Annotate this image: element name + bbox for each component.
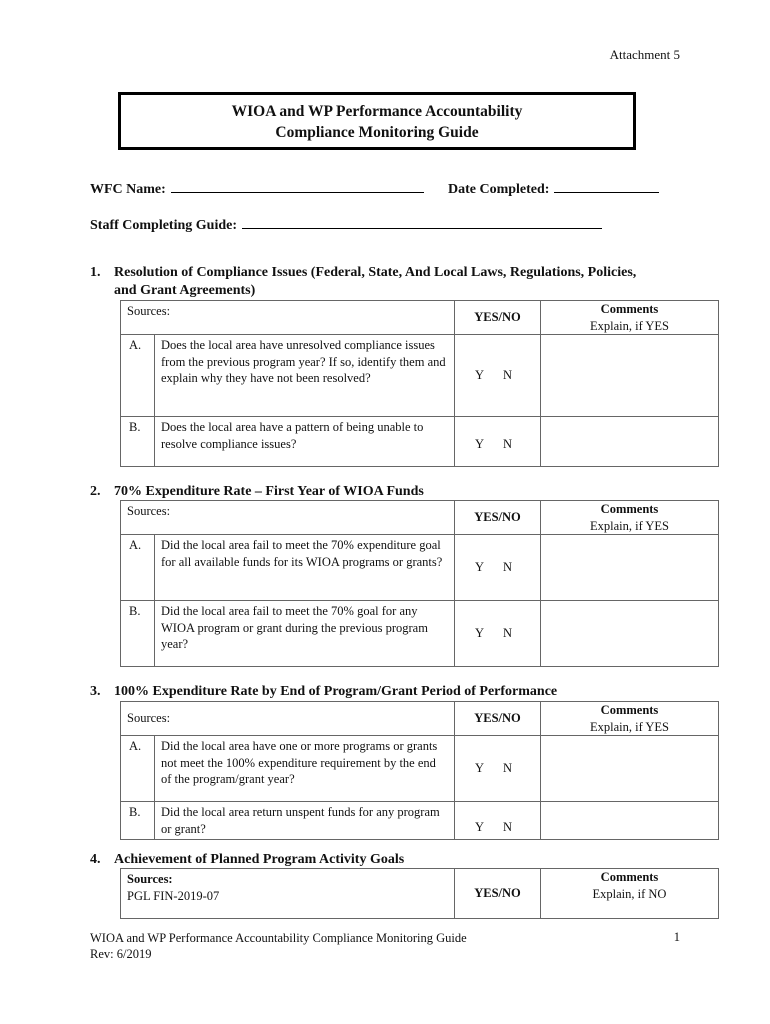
yes-option[interactable]: Y bbox=[475, 626, 485, 641]
comments-title: Comments bbox=[600, 703, 659, 717]
section-1-table bbox=[120, 300, 719, 467]
question-letter: A. bbox=[121, 736, 155, 802]
sources-cell bbox=[121, 869, 455, 919]
comments-title: Comments bbox=[600, 502, 659, 516]
yes-no-header: YES/NO bbox=[455, 869, 541, 919]
sources-label: Sources: bbox=[121, 501, 455, 535]
yes-option[interactable]: Y bbox=[475, 560, 485, 575]
section-1-title-line2: and Grant Agreements) bbox=[114, 283, 256, 298]
attachment-label: Attachment 5 bbox=[609, 47, 680, 62]
yes-no-choice[interactable] bbox=[455, 417, 541, 467]
section-4-title bbox=[90, 851, 404, 869]
comments-header bbox=[541, 702, 719, 736]
section-4-title-line1: Achievement of Planned Program Activity Goals bbox=[114, 852, 405, 867]
section-1-title-line1: Resolution of Compliance Issues (Federal, State, And Local Laws, Regulations, Policies, bbox=[114, 265, 637, 280]
date-completed-line[interactable] bbox=[554, 178, 659, 193]
comment-cell[interactable] bbox=[541, 417, 719, 467]
comments-header bbox=[541, 301, 719, 335]
table-header-row bbox=[121, 869, 719, 919]
section-2-number: 2. bbox=[90, 484, 101, 499]
table-row bbox=[121, 601, 719, 667]
section-4-table bbox=[120, 868, 719, 919]
comments-title: Comments bbox=[600, 302, 659, 316]
comments-header bbox=[541, 501, 719, 535]
document-title-line1: WIOA and WP Performance Accountability bbox=[231, 103, 523, 120]
question-text: Did the local area fail to meet the 70% expenditure goal for all available funds for its WIOA programs or grants? bbox=[155, 535, 455, 601]
sources-label: Sources: bbox=[121, 301, 455, 335]
section-2-table bbox=[120, 500, 719, 667]
section-1-number: 1. bbox=[90, 265, 101, 280]
comments-header bbox=[541, 869, 719, 919]
yes-no-choice[interactable] bbox=[455, 601, 541, 667]
page-number: 1 bbox=[673, 930, 680, 944]
document-title-box bbox=[118, 92, 636, 150]
comment-cell[interactable] bbox=[541, 535, 719, 601]
yes-no-choice[interactable] bbox=[455, 335, 541, 417]
sources-label: Sources: bbox=[127, 872, 173, 886]
table-header-row bbox=[121, 301, 719, 335]
question-text: Did the local area fail to meet the 70% goal for any WIOA program or grant during the previous program year? bbox=[155, 601, 455, 667]
table-row bbox=[121, 736, 719, 802]
question-text: Does the local area have a pattern of being unable to resolve compliance issues? bbox=[155, 417, 455, 467]
section-3-number: 3. bbox=[90, 684, 101, 699]
comment-cell[interactable] bbox=[541, 802, 719, 840]
wfc-name-line[interactable] bbox=[171, 178, 424, 193]
question-text: Did the local area have one or more programs or grants not meet the 100% expenditure requirement by the end of the program/grant year? bbox=[155, 736, 455, 802]
footer-title: WIOA and WP Performance Accountability Compliance Monitoring Guide bbox=[90, 931, 467, 945]
footer bbox=[90, 930, 467, 962]
section-2-title-line1: 70% Expenditure Rate – First Year of WIOA Funds bbox=[114, 484, 424, 499]
staff-line[interactable] bbox=[242, 214, 602, 229]
no-option[interactable]: N bbox=[503, 626, 513, 641]
table-row bbox=[121, 535, 719, 601]
question-text: Did the local area return unspent funds for any program or grant? bbox=[155, 802, 455, 840]
yes-no-header: YES/NO bbox=[455, 301, 541, 335]
sources-reference: PGL FIN-2019-07 bbox=[127, 888, 220, 903]
question-letter: A. bbox=[121, 335, 155, 417]
no-option[interactable]: N bbox=[503, 436, 513, 451]
comments-title: Comments bbox=[600, 870, 659, 884]
question-letter: B. bbox=[121, 601, 155, 667]
footer-revision: Rev: 6/2019 bbox=[90, 947, 152, 961]
yes-option[interactable]: Y bbox=[475, 368, 485, 383]
yes-no-choice[interactable] bbox=[455, 535, 541, 601]
comments-explain: Explain, if NO bbox=[592, 886, 667, 901]
document-title-line2: Compliance Monitoring Guide bbox=[275, 124, 479, 141]
comment-cell[interactable] bbox=[541, 335, 719, 417]
question-text: Does the local area have unresolved compliance issues from the previous program year? If so, identify them and explain why they have not been resolved? bbox=[155, 335, 455, 417]
no-option[interactable]: N bbox=[503, 761, 513, 776]
comments-explain: Explain, if YES bbox=[589, 518, 670, 533]
yes-no-choice[interactable] bbox=[455, 736, 541, 802]
yes-option[interactable]: Y bbox=[475, 819, 485, 834]
yes-no-header: YES/NO bbox=[455, 702, 541, 736]
yes-no-header: YES/NO bbox=[455, 501, 541, 535]
section-3-title bbox=[90, 683, 557, 701]
no-option[interactable]: N bbox=[503, 819, 513, 834]
staff-label: Staff Completing Guide: bbox=[90, 218, 237, 233]
section-3-title-line1: 100% Expenditure Rate by End of Program/Grant Period of Performance bbox=[114, 684, 558, 699]
yes-option[interactable]: Y bbox=[475, 761, 485, 776]
sources-label: Sources: bbox=[121, 702, 455, 736]
yes-no-choice[interactable] bbox=[455, 802, 541, 840]
yes-option[interactable]: Y bbox=[475, 436, 485, 451]
comments-explain: Explain, if YES bbox=[589, 719, 670, 734]
no-option[interactable]: N bbox=[503, 368, 513, 383]
table-row bbox=[121, 417, 719, 467]
comments-explain: Explain, if YES bbox=[589, 318, 670, 333]
question-letter: A. bbox=[121, 535, 155, 601]
question-letter: B. bbox=[121, 802, 155, 840]
table-row bbox=[121, 335, 719, 417]
question-letter: B. bbox=[121, 417, 155, 467]
table-header-row bbox=[121, 702, 719, 736]
staff-field bbox=[90, 214, 602, 234]
wfc-name-field bbox=[90, 178, 424, 198]
table-row bbox=[121, 802, 719, 840]
section-4-number: 4. bbox=[90, 852, 101, 867]
comment-cell[interactable] bbox=[541, 736, 719, 802]
comment-cell[interactable] bbox=[541, 601, 719, 667]
wfc-name-label: WFC Name: bbox=[90, 182, 166, 197]
date-completed-label: Date Completed: bbox=[448, 182, 550, 197]
table-header-row bbox=[121, 501, 719, 535]
date-completed-field bbox=[448, 178, 659, 198]
no-option[interactable]: N bbox=[503, 560, 513, 575]
section-3-table bbox=[120, 701, 719, 840]
section-2-title bbox=[90, 483, 424, 501]
section-1-title bbox=[90, 264, 636, 300]
